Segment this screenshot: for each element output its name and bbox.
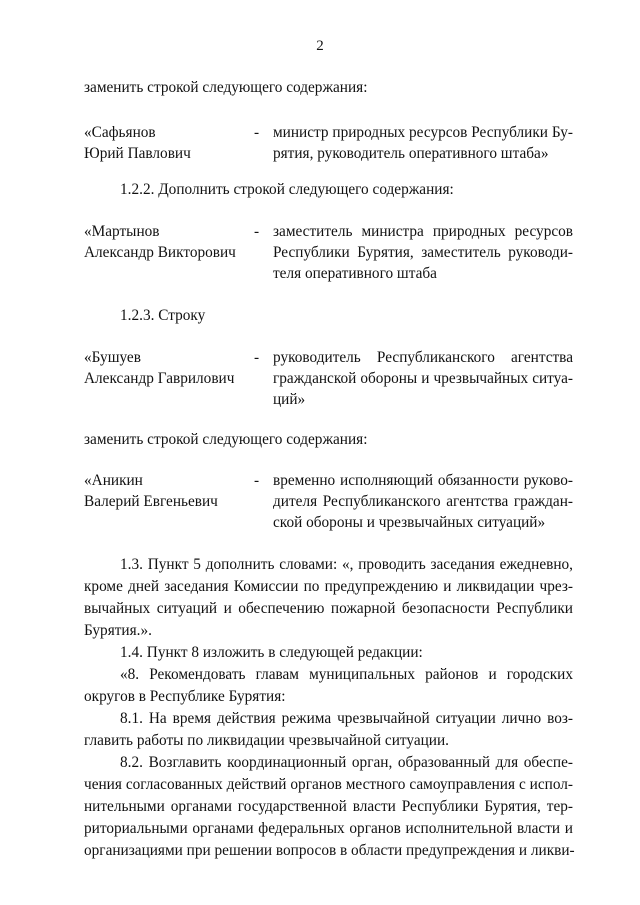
position-line: ской обороны и чрезвычайных ситуаций» bbox=[273, 514, 546, 531]
replace-intro: заменить строкой следующего содержания: bbox=[84, 431, 368, 448]
paragraph-line: «8. Рекомендовать главам муниципальных районов и городских bbox=[120, 666, 573, 683]
replace-intro: заменить строкой следующего содержания: bbox=[84, 79, 368, 96]
position-line: теля оперативного штаба bbox=[273, 265, 437, 282]
position-line: Республики Бурятия, заместитель руководи- bbox=[273, 244, 573, 261]
person-surname: «Бушуев bbox=[84, 349, 141, 366]
position-line: рятия, руководитель оперативного штаба» bbox=[273, 145, 549, 162]
paragraph-line: нительными органами государственной власти Республики Бурятия, тер- bbox=[84, 798, 573, 815]
paragraph-line: 8.1. На время действия режима чрезвычайной ситуации лично воз- bbox=[120, 710, 573, 727]
paragraph-line: организациями при решении вопросов в области предупреждения и ликви- bbox=[84, 842, 575, 859]
paragraph-line: чения согласованных действий органов местного самоуправления с испол- bbox=[84, 776, 573, 793]
paragraph-line: главить работы по ликвидации чрезвычайной ситуации. bbox=[84, 732, 449, 749]
item-1-2-3: 1.2.3. Строку bbox=[120, 307, 206, 324]
entry-dash: - bbox=[254, 223, 260, 240]
person-given-name: Александр Гаврилович bbox=[84, 370, 235, 387]
person-given-name: Валерий Евгеньевич bbox=[84, 493, 218, 510]
position-line: министр природных ресурсов Республики Бу- bbox=[273, 124, 573, 141]
paragraph-line: 8.2. Возглавить координационный орган, образованный для обеспе- bbox=[120, 754, 573, 771]
position-line: гражданской обороны и чрезвычайных ситуа- bbox=[273, 370, 573, 387]
paragraph-1-4: 1.4. Пункт 8 изложить в следующей редакции: bbox=[120, 644, 423, 661]
paragraph-line: Бурятия.». bbox=[84, 622, 152, 639]
page-number: 2 bbox=[316, 38, 324, 54]
entry-dash: - bbox=[254, 472, 260, 489]
paragraph-line: риториальными органами федеральных органов исполнительной власти и bbox=[84, 820, 573, 837]
position-line: ций» bbox=[273, 391, 306, 408]
position-line: временно исполняющий обязанности руково- bbox=[273, 472, 573, 489]
person-given-name: Александр Викторович bbox=[84, 244, 236, 261]
entry-dash: - bbox=[254, 124, 260, 141]
paragraph-line: кроме дней заседания Комиссии по предупреждению и ликвидации чрез- bbox=[84, 578, 573, 595]
paragraph-line: 1.3. Пункт 5 дополнить словами: «, проводить заседания ежедневно, bbox=[120, 556, 573, 573]
paragraph-line: округов в Республике Бурятия: bbox=[84, 688, 286, 705]
position-line: руководитель Республиканского агентства bbox=[273, 349, 573, 366]
person-surname: «Мартынов bbox=[84, 223, 160, 240]
item-1-2-2: 1.2.2. Дополнить строкой следующего содержания: bbox=[120, 181, 454, 198]
position-line: дителя Республиканского агентства граждан- bbox=[273, 493, 573, 510]
person-surname: «Аникин bbox=[84, 472, 143, 489]
paragraph-line: вычайных ситуаций и обеспечению пожарной безопасности Республики bbox=[84, 600, 573, 617]
entry-dash: - bbox=[254, 349, 260, 366]
position-line: заместитель министра природных ресурсов bbox=[273, 223, 573, 240]
person-surname: «Сафьянов bbox=[84, 124, 156, 141]
person-given-name: Юрий Павлович bbox=[84, 145, 191, 162]
